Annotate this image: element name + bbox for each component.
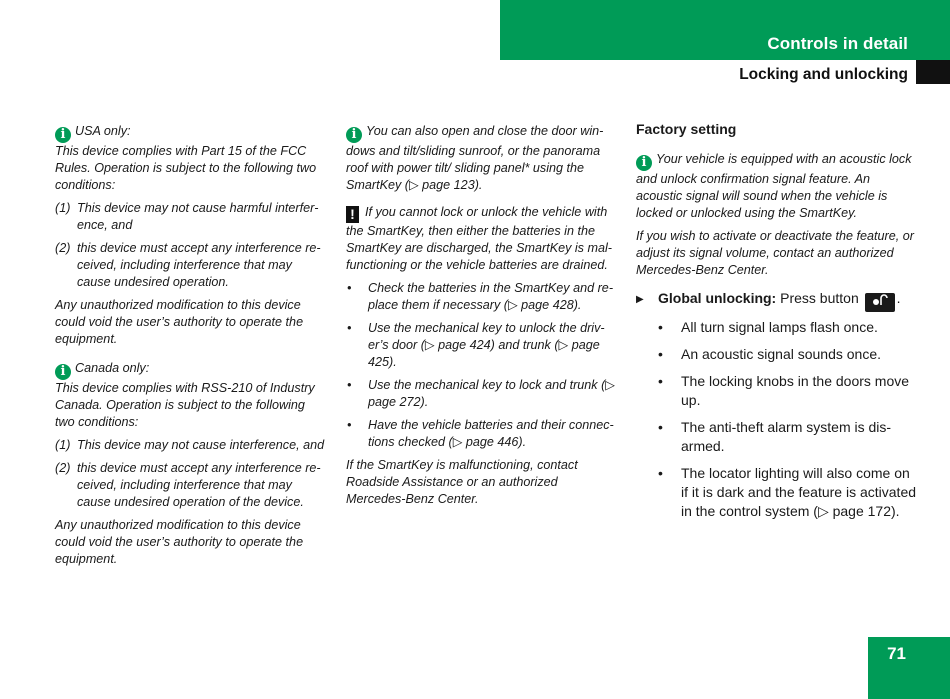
warning-note-text: If you cannot lock or unlock the vehicle with the SmartKey, then either the batteries in the SmartKey are discharged, the SmartKey is malfunctioning or the vehicle batteries are drained. xyxy=(346,205,612,272)
list-item xyxy=(55,437,327,454)
list-item xyxy=(658,418,916,456)
warning-note xyxy=(346,204,620,274)
item-text: Use the mechanical key to unlock the driver’s door (▷ page 424) and trunk (▷ page 425). xyxy=(368,321,605,369)
section-title: Controls in detail xyxy=(767,34,908,53)
item-text: This device may not cause interference, and xyxy=(77,438,325,452)
page-number-box xyxy=(868,637,950,699)
item-number: (1) xyxy=(55,201,71,215)
bullet-icon: • xyxy=(347,378,352,392)
info-note xyxy=(636,151,916,222)
list-item xyxy=(658,318,916,337)
bullet-icon: • xyxy=(658,419,663,435)
canada-label: Canada only: xyxy=(75,361,150,375)
item-number: (2) xyxy=(55,461,71,475)
item-number: (2) xyxy=(55,241,71,255)
list-item xyxy=(346,280,620,314)
info-note-text: Your vehicle is equipped with an acoustic lock and unlock confirmation signal feature. An acoustic signal will sound when the vehicle is locked or unlocked using the SmartKey. xyxy=(636,152,912,220)
unlock-button-icon xyxy=(865,293,895,312)
item-text: Check the batteries in the SmartKey and replace them if necessary (▷ page 428). xyxy=(368,281,614,312)
usa-text: This device complies with Part 15 of the FCC Rules. Operation is subject to the following two conditions: xyxy=(55,144,317,192)
warning-icon: ! xyxy=(346,206,359,223)
item-text: this device must accept any interference received, including interference that may cause undesired operation. xyxy=(77,241,321,289)
list-item xyxy=(346,377,620,411)
list-item xyxy=(658,372,916,410)
canada-text: This device complies with RSS-210 of Industry Canada. Operation is subject to the following two conditions: xyxy=(55,381,315,429)
result-list xyxy=(658,318,916,521)
global-unlocking-step xyxy=(636,289,916,312)
list-item xyxy=(55,460,327,511)
info-icon: i xyxy=(55,364,71,380)
item-text: This device may not cause harmful interference, and xyxy=(77,201,319,232)
page-subtitle: Locking and unlocking xyxy=(739,66,908,83)
bullet-icon: • xyxy=(658,346,663,362)
list-item xyxy=(55,200,327,234)
action-end: . xyxy=(896,290,901,306)
usa-label: USA only: xyxy=(75,124,131,138)
item-text: The anti-theft alarm system is disarmed. xyxy=(681,419,892,454)
info-icon: i xyxy=(636,155,652,171)
list-item xyxy=(346,320,620,371)
item-text: All turn signal lamps flash once. xyxy=(681,319,878,335)
page-number: 71 xyxy=(887,644,906,663)
action-label: Global unlocking: xyxy=(658,290,777,306)
bullet-icon: • xyxy=(658,465,663,481)
bullet-icon: • xyxy=(658,373,663,389)
info-note xyxy=(346,123,620,194)
info-note-2: If you wish to activate or deactivate the feature, or adjust its signal volume, contact an authorized Mercedes-Benz Center. xyxy=(636,229,914,277)
col2-footer: If the SmartKey is malfunctioning, contact Roadside Assistance or an authorized Mercedes-Benz Center. xyxy=(346,458,578,506)
info-note-text: You can also open and close the door windows and tilt/sliding sunroof, or the panorama roof with power tilt/ sliding panel* using the SmartKey (▷ page 123). xyxy=(346,124,604,192)
item-text: An acoustic signal sounds once. xyxy=(681,346,882,362)
column-2 xyxy=(346,123,620,514)
list-item xyxy=(346,417,620,451)
bullet-icon: • xyxy=(658,319,663,335)
action-text: Press button xyxy=(780,290,859,306)
bullet-icon: • xyxy=(347,281,352,295)
bullet-icon: • xyxy=(347,321,352,335)
item-text: The locator lighting will also come on if it is dark and the feature is activated in the control system (▷ page 172). xyxy=(681,465,917,519)
step-arrow-icon: ▶ xyxy=(636,294,644,305)
item-text: Have the vehicle batteries and their connections checked (▷ page 446). xyxy=(368,418,614,449)
column-1 xyxy=(55,123,327,574)
info-icon: i xyxy=(55,127,71,143)
list-item xyxy=(658,345,916,364)
list-item xyxy=(658,464,916,521)
item-text: Use the mechanical key to lock and trunk (▷ page 272). xyxy=(368,378,615,409)
list-item xyxy=(55,240,327,291)
canada-note xyxy=(55,360,327,431)
info-icon: i xyxy=(346,127,362,143)
item-text: The locking knobs in the doors move up. xyxy=(681,373,910,408)
bullet-icon: • xyxy=(347,418,352,432)
item-text: this device must accept any interference received, including interference that may cause undesired operation of the device. xyxy=(77,461,321,509)
factory-setting-heading: Factory setting xyxy=(636,121,737,137)
usa-footer: Any unauthorized modification to this device could void the user’s authority to operate the equipment. xyxy=(55,298,304,346)
column-3 xyxy=(636,121,916,529)
thumb-tab xyxy=(916,60,950,84)
item-number: (1) xyxy=(55,438,71,452)
canada-footer: Any unauthorized modification to this device could void the user’s authority to operate the equipment. xyxy=(55,518,304,566)
usa-note xyxy=(55,123,327,194)
